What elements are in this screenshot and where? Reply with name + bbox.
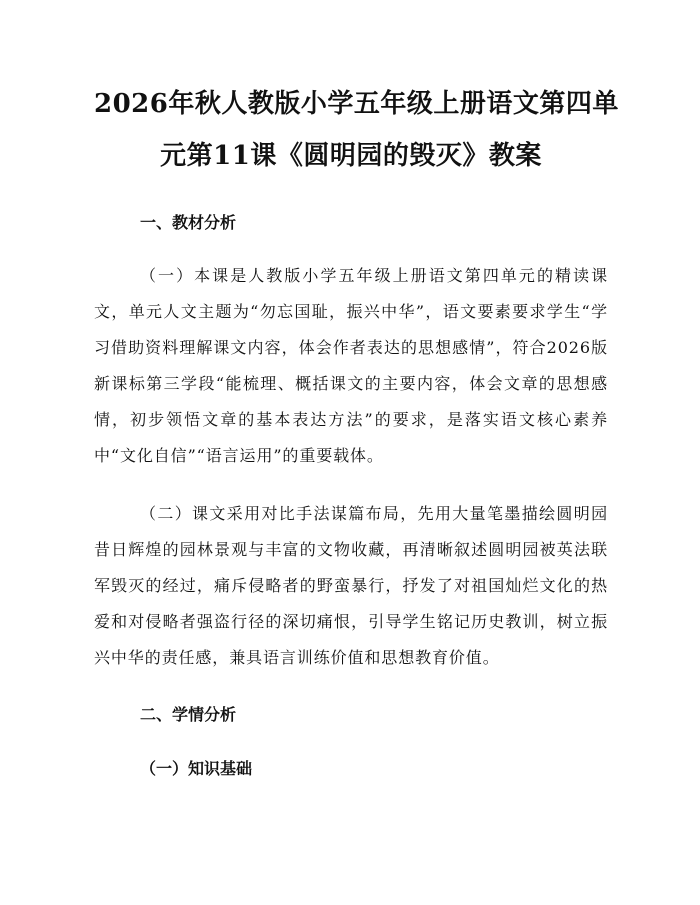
document-title <box>94 78 619 182</box>
title-line-1: 2026年秋人教版小学五年级上册语文第四单 <box>94 89 619 119</box>
paragraph-textbook-analysis-2: （二）课文采用对比手法谋篇布局，先用大量笔墨描绘圆明园昔日辉煌的园林景观与丰富的文物收藏，再清晰叙述圆明园被英法联军毁灭的经过，痛斥侵略者的野蛮暴行，抒发了对祖国灿烂文化的热爱和对侵略者强盗行径的深切痛恨，引导学生铭记历史教训，树立振兴中华的责任感，兼具语言训练价值和思想教育价值。 <box>94 504 608 667</box>
paragraph-textbook-analysis-1: （一）本课是人教版小学五年级上册语文第四单元的精读课文，单元人文主题为“勿忘国耻，振兴中华”，语文要素要求学生“学习借助资料理解课文内容，体会作者表达的思想感情”，符合2026版新课标第三学段“能梳理、概括课文的主要内容，体会文章的思想感情，初步领悟文章的基本表达方法”的要求，是落实语文核心素养中“文化自信”“语言运用”的重要载体。 <box>94 266 608 465</box>
subheading-knowledge-base: （一）知识基础 <box>140 759 253 778</box>
section-heading-student-analysis: 二、学情分析 <box>140 705 237 724</box>
section-heading-textbook-analysis: 一、教材分析 <box>140 213 237 232</box>
title-line-2: 元第11课《圆明园的毁灭》教案 <box>160 141 542 171</box>
